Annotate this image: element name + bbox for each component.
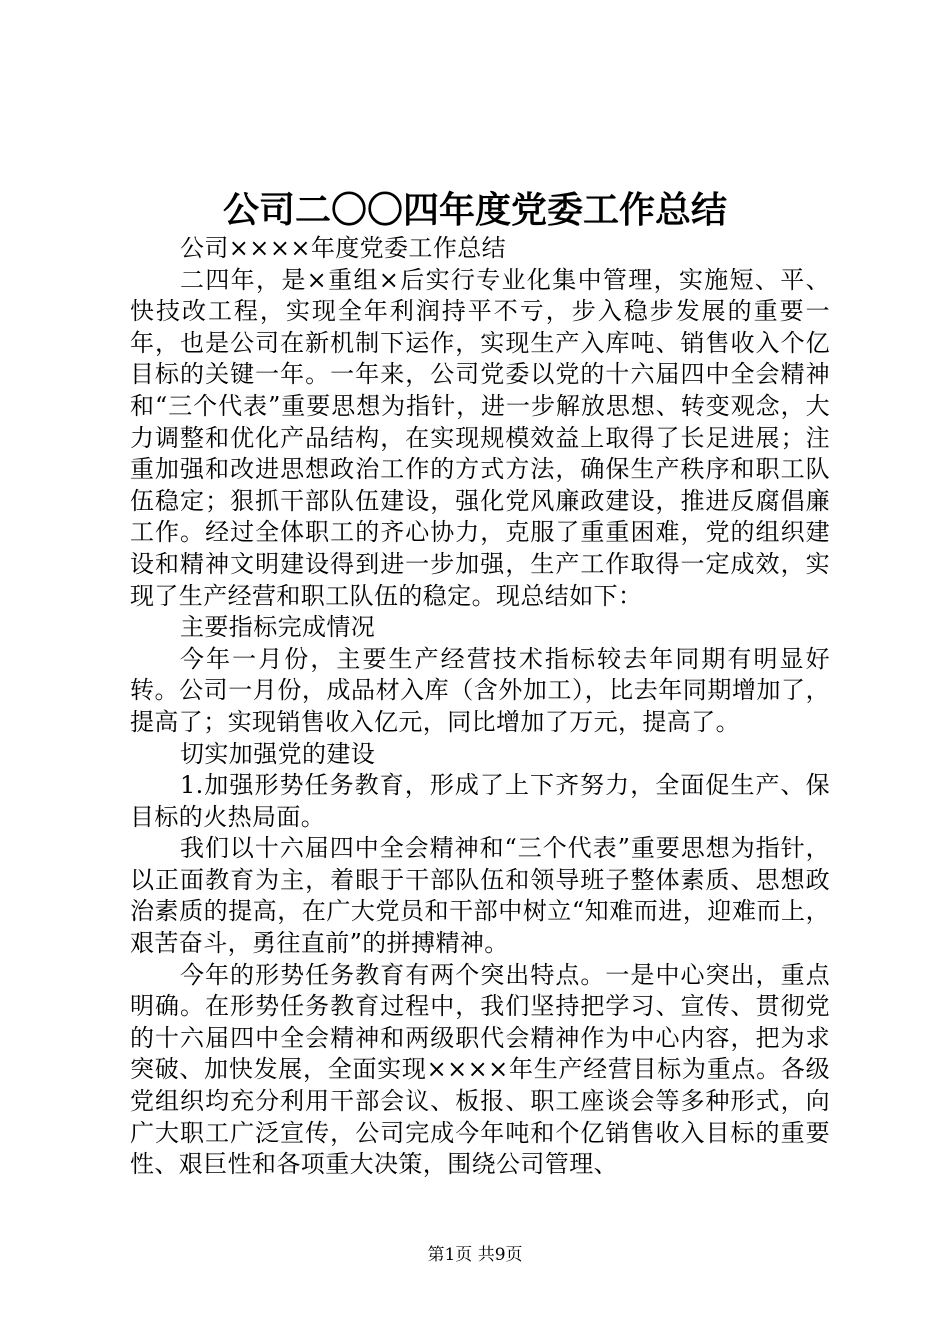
page-footer: 第1页 共9页 [427,1245,523,1265]
paragraph-subtitle: 公司××××年度党委工作总结 [180,234,507,262]
section-heading-party-building: 切实加强党的建设 [180,739,376,768]
paragraph-intro: 二四年，是×重组×后实行专业化集中管理，实施短、平、快技改工程，实现全年利润持平不亏，步入稳步发展的重要一年，也是公司在新机制下运作，实现生产入库吨、销售收入个亿目标的关键一年。一年来，公司党委以党的十六届四中全会精神和“三个代表”重要思想为指针，进一步解放思想、转变观念，大力调整和优化产品结构，在实现规模效益上取得了长足进展；注重加强和改进思想政治工作的方式方法，确保生产秩序和职工队伍稳定；狠抓干部队伍建设，强化党风廉政建设，推进反腐倡廉工作。经过全体职工的齐心协力，克服了重重困难，党的组织建设和精神文明建设得到进一步加强，生产工作取得一定成效，实现了生产经营和职工队伍的稳定。现总结如下： [130,265,830,610]
paragraph-features: 今年的形势任务教育有两个突出特点。一是中心突出，重点明确。在形势任务教育过程中，我们坚持把学习、宣传、贯彻党的十六届四中全会精神和两级职代会精神作为中心内容，把为求突破、加快发展，全面实现××××年生产经营目标为重点。各级党组织均充分利用干部会议、板报、职工座谈会等多种形式，向广大职工广泛宣传，公司完成今年吨和个亿销售收入目标的重要性、艰巨性和各项重大决策，围绕公司管理、 [130,960,830,1179]
paragraph-item-1: 1.加强形势任务教育，形成了上下齐努力，全面促生产、保目标的火热局面。 [130,771,830,831]
paragraph-indicators: 今年一月份，主要生产经营技术指标较去年同期有明显好转。公司一月份，成品材入库（含外加工），比去年同期增加了，提高了；实现销售收入亿元，同比增加了万元，提高了。 [130,644,830,736]
document-body [130,233,830,1181]
paragraph-education: 我们以十六届四中全会精神和“三个代表”重要思想为指针，以正面教育为主，着眼于干部队伍和领导班子整体素质、思想政治素质的提高，在广大党员和干部中树立“知难而进，迎难而上，艰苦奋斗，勇往直前”的拼搏精神。 [130,834,830,958]
section-heading-indicators: 主要指标完成情况 [180,613,376,642]
document-title: 公司二〇〇四年度党委工作总结 [222,189,727,231]
